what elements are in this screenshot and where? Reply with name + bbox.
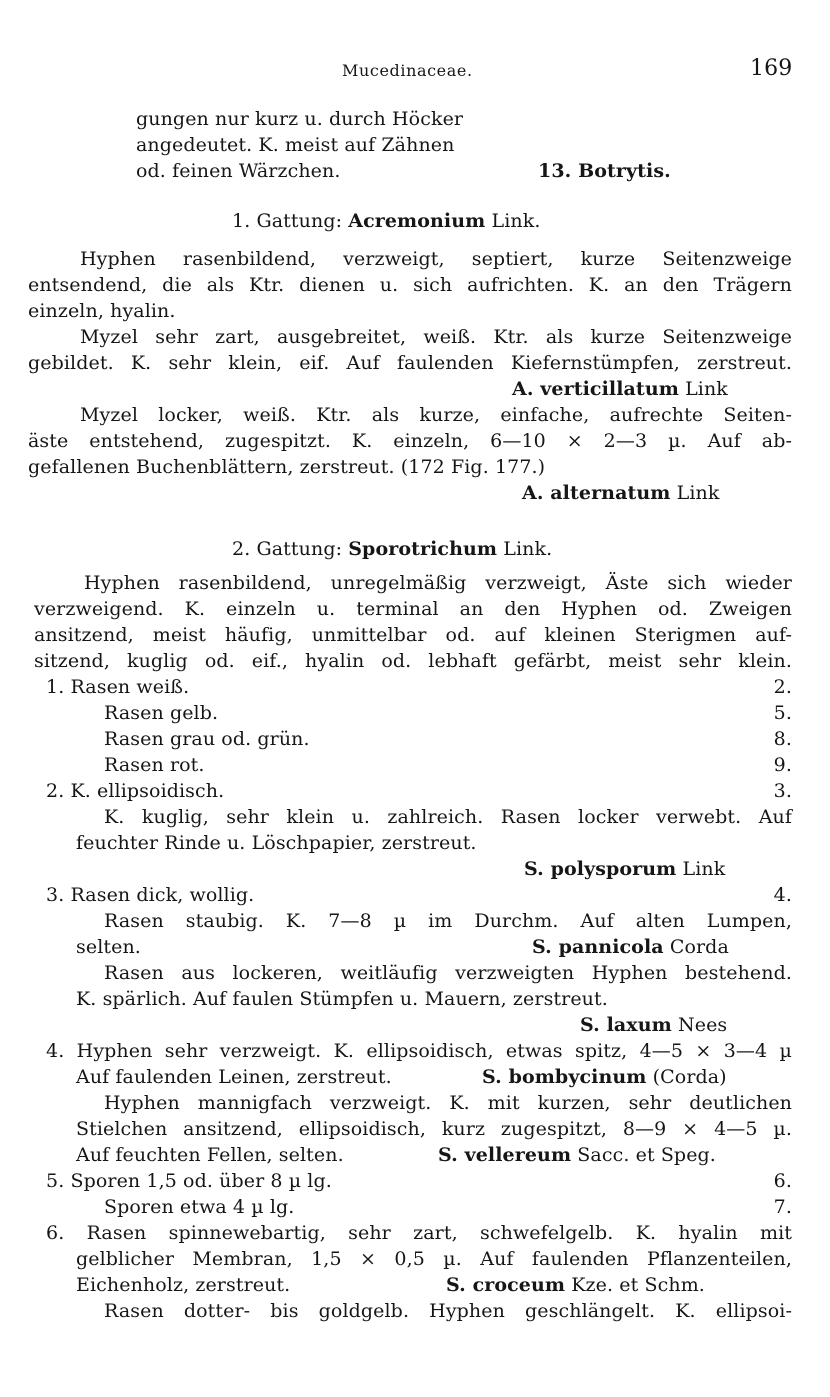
text-line: angedeutet. K. meist auf Zähnen <box>136 134 455 156</box>
text-line: Auf feuchten Fellen, selten. <box>76 1144 344 1166</box>
genus-name: Acremonium <box>348 210 486 232</box>
text-line: entsendend, die als Ktr. dienen u. sich aufrichten. K. an den Trägern <box>28 274 792 296</box>
genus-name: Sporotrichum <box>348 538 498 560</box>
genus-heading: 1. Gattung: Acremonium Link. <box>232 210 541 232</box>
key-line: Rasen gelb. <box>104 702 219 724</box>
text-line: ansitzend, meist häufig, unmittelbar od. auf kleinen Sterigmen auf- <box>34 624 792 646</box>
key-line: Sporen etwa 4 µ lg. <box>104 1196 295 1218</box>
species-name: A. alternatum <box>522 482 671 504</box>
key-ref: 9. <box>773 754 792 776</box>
species-line: S. bombycinum (Corda) <box>482 1066 727 1088</box>
genus-name: 13. Botrytis. <box>538 160 671 182</box>
genus-heading: 2. Gattung: Sporotrichum Link. <box>232 538 553 560</box>
key-ref: 4. <box>773 884 792 906</box>
text-line: einzeln, hyalin. <box>28 300 176 322</box>
text-line: Stielchen ansitzend, ellipsoidisch, kurz zugespitzt, 8—9 × 4—5 µ. <box>76 1118 792 1140</box>
species-line: S. croceum Kze. et Schm. <box>446 1274 705 1296</box>
text-line: Myzel locker, weiß. Ktr. als kurze, einfache, aufrechte Seiten- <box>80 404 792 426</box>
key-line: 6. Rasen spinnewebartig, sehr zart, schwefelgelb. K. hyalin mit <box>46 1222 792 1244</box>
text-line: selten. <box>76 936 141 958</box>
text-line: Rasen aus lockeren, weitläufig verzweigten Hyphen bestehend. <box>104 962 792 984</box>
species-line: S. laxum Nees <box>580 1014 728 1036</box>
species-line: S. polysporum Link <box>524 858 726 880</box>
text-line: Hyphen mannigfach verzweigt. K. mit kurzen, sehr deutlichen <box>104 1092 792 1114</box>
text-line: K. kuglig, sehr klein u. zahlreich. Rasen locker verwebt. Auf <box>104 806 792 828</box>
text-line: gebildet. K. sehr klein, eif. Auf faulenden Kiefernstümpfen, zerstreut. <box>28 352 792 374</box>
text-line: Hyphen rasenbildend, verzweigt, septiert, kurze Seitenzweige <box>80 248 792 270</box>
text-line: gefallenen Buchenblättern, zerstreut. (172 Fig. 177.) <box>28 456 546 478</box>
species-name: S. vellereum <box>438 1144 572 1166</box>
key-ref: 7. <box>773 1196 792 1218</box>
text-line: Auf faulenden Leinen, zerstreut. <box>76 1066 392 1088</box>
key-ref: 5. <box>773 702 792 724</box>
key-line: 5. Sporen 1,5 od. über 8 µ lg. <box>46 1170 332 1192</box>
key-ref: 2. <box>773 676 792 698</box>
key-line: Rasen rot. <box>104 754 205 776</box>
text-line: Eichenholz, zerstreut. <box>76 1274 291 1296</box>
key-ref: 8. <box>773 728 792 750</box>
key-line: 1. Rasen weiß. <box>46 676 190 698</box>
species-name: S. laxum <box>580 1014 672 1036</box>
key-result <box>538 158 671 184</box>
text-line: verzweigend. K. einzeln u. terminal an den Hyphen od. Zweigen <box>34 598 792 620</box>
text-line: Rasen dotter- bis goldgelb. Hyphen geschlängelt. K. ellipsoi- <box>104 1300 792 1322</box>
key-line: 4. Hyphen sehr verzweigt. K. ellipsoidisch, etwas spitz, 4—5 × 3—4 µ <box>46 1040 792 1062</box>
species-name: A. verticillatum <box>512 378 679 400</box>
text-line: Rasen staubig. K. 7—8 µ im Durchm. Auf alten Lumpen, <box>104 910 792 932</box>
species-line: S. pannicola Corda <box>532 936 729 958</box>
text-line: feuchter Rinde u. Löschpapier, zerstreut. <box>76 832 477 854</box>
running-header-title: Mucedinaceae. <box>342 61 473 80</box>
key-line: 3. Rasen dick, wollig. <box>46 884 255 906</box>
page-number: 169 <box>750 56 793 81</box>
species-name: S. pannicola <box>532 936 664 958</box>
key-line: 2. K. ellipsoidisch. <box>46 780 225 802</box>
text-line: od. feinen Wärzchen. <box>136 160 341 182</box>
species-name: S. polysporum <box>524 858 677 880</box>
species-name: S. croceum <box>446 1274 566 1296</box>
text-line: gelblicher Membran, 1,5 × 0,5 µ. Auf faulenden Pflanzenteilen, <box>76 1248 792 1270</box>
text-line: gungen nur kurz u. durch Höcker <box>136 108 464 130</box>
species-line: A. verticillatum Link <box>512 378 728 400</box>
species-line: A. alternatum Link <box>522 482 720 504</box>
species-name: S. bombycinum <box>482 1066 647 1088</box>
species-line: S. vellereum Sacc. et Speg. <box>438 1144 716 1166</box>
text-line: äste entstehend, zugespitzt. K. einzeln, 6—10 × 2—3 µ. Auf ab- <box>28 430 792 452</box>
key-ref: 6. <box>773 1170 792 1192</box>
text-line: Hyphen rasenbildend, unregelmäßig verzweigt, Äste sich wieder <box>84 572 792 594</box>
text-line: Myzel sehr zart, ausgebreitet, weiß. Ktr. als kurze Seitenzweige <box>80 326 792 348</box>
text-line: K. spärlich. Auf faulen Stümpfen u. Mauern, zerstreut. <box>76 988 608 1010</box>
text-line: sitzend, kuglig od. eif., hyalin od. lebhaft gefärbt, meist sehr klein. <box>34 650 792 672</box>
key-ref: 3. <box>773 780 792 802</box>
key-line: Rasen grau od. grün. <box>104 728 310 750</box>
